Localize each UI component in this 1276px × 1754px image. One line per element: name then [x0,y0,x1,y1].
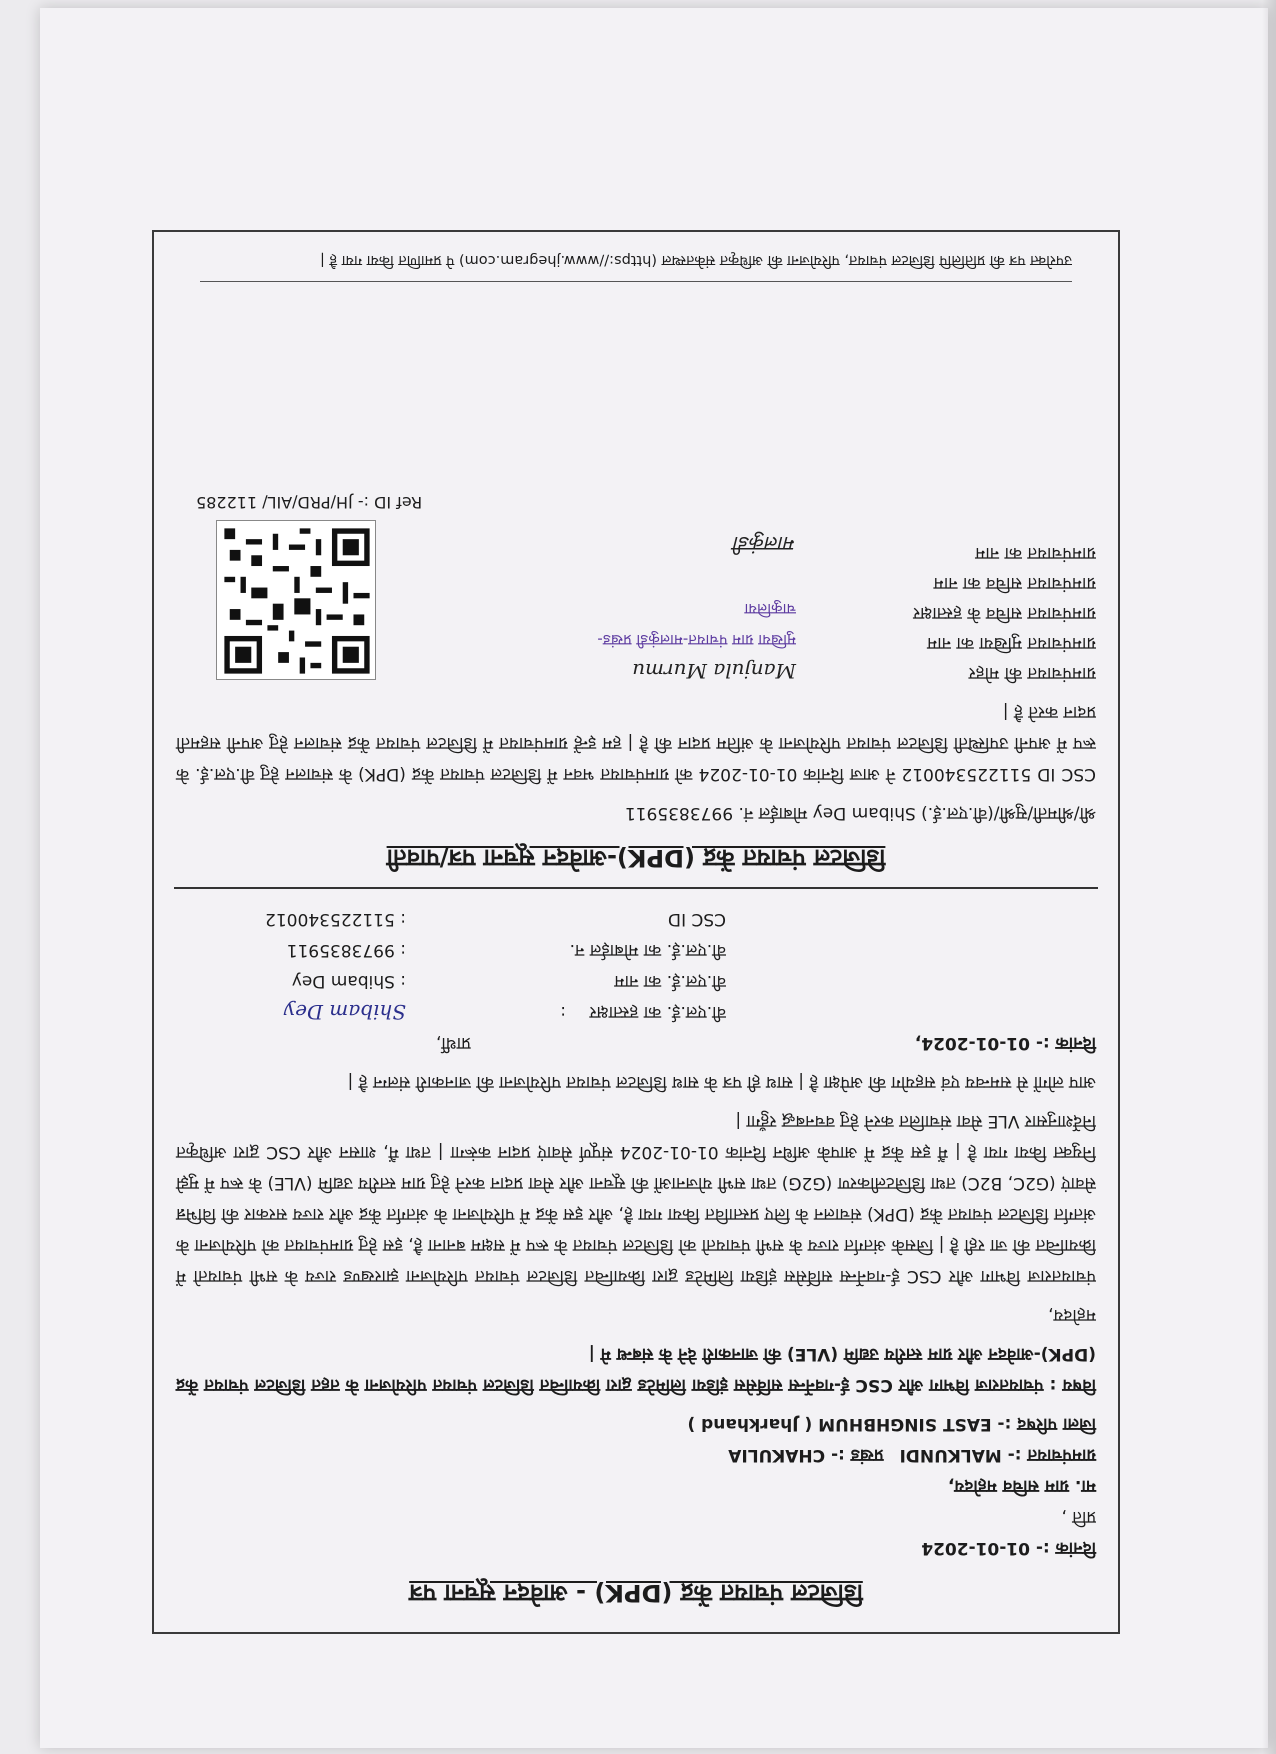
ref-id: Ref ID :- JH/PRD/AIL/ 112285 [196,493,423,512]
salutation: महोदय, [1048,1305,1096,1325]
sign-date: दिनांक :- 01-01-2024, [914,1033,1096,1053]
date-line: दिनांक :- 01-01-2024 [921,1538,1096,1558]
section-divider [174,887,1098,889]
label-secretary-name: ग्रामपंचायत सचिव का नाम [933,573,1096,593]
body-paragraph-2: आप लोगों से समन्वय एवं सहयोग की अपेक्षा है | साथ ही पत्र के साथ डिजिटल पंचायत परियोजना की जानकारी संलग्न है | [347,1072,1096,1092]
signature-area [176,488,1096,688]
vle-name-label: वी.एल.ई. का नाम [614,971,726,991]
secretary-handwriting: मालकुंडी [734,532,796,556]
date-sender-row [176,1027,1096,1058]
qr-code-graphic [219,523,375,679]
vle-signature: Shibam Dey [283,1000,406,1024]
document-title: डिजिटल पंचायत केंद्र (DPK) - आवेदन सूचना पत्र [409,1579,863,1607]
panchayat-block-row [176,1439,1096,1470]
vle-sign-label: वी.एल.ई. का हस्ताक्षर [589,1002,726,1022]
scan-shadow [1262,0,1276,1754]
csc-label: CSC ID [667,909,726,929]
label-secretary-sign: ग्रामपंचायत सचिव के हस्ताक्षर [913,603,1096,623]
vle-name-value: : Shibam Dey [291,971,406,991]
footer-note: उपरोक्त पत्र की प्रतिलिपि डिजिटल पंचायत, परियोजना की अधिकृत संकेतस्थल (https://www.jhegram.com) पे प्रमाणित किया गया है | [200,244,1072,282]
mukhiya-stamp: मुखिया ग्राम पंचायत-मालकुंडी प्रखंड-चाकुलिया [597,600,796,649]
block-field: प्रखंड :- CHAKULIA [728,1445,884,1465]
ack-line-2: CSC ID 511225340012 ने आज दिनांक 01-01-2024 को ग्रामपंचायत भवन में डिजिटल पंचायत केंद्र (DPK) के संचालन हेतु वी.एल.ई. के रूप में अपनी उपस्थिती डिजिटल पंचायत परियोजना के अंतिम प्रदान की है | हम इन्हें ग्रामपंचायत में डिजिटल पंचायत केंद्र संचालन हेतु अपनी सहमती प्रदान करते है | [176,702,1096,784]
csc-value: : 511225340012 [265,909,406,929]
vle-mobile-label: वी.एल.ई. का मोबाईल न. [569,940,726,960]
label-stamp: ग्रामपंचायत की मोहर [968,663,1096,683]
mukhiya-handwriting: Manjula Murmu [632,659,796,683]
sender: प्रार्थी, [436,1033,471,1053]
body-paragraph-1: पंचायतराज विभाग और CSC ई-गवर्नेन्स सर्विसेस इंडिया लिमिटेड द्वारा क्रियान्वित डिजिटल पंचायत परियोजना झारखण्ड राज्य के सभी पंचायतो में क्रियान्वित की जा रही है | जिसके अंतर्गत राज्य के सभी पंचायतो को डिजिटल पंचायत के रूप में सक्षम बनाना है, इस हेतु ग्रामपंचायत को परियोजना के अंतर्गत डिजिटल पंचायत केंद्र (DPK) संचालन के लिए प्रस्तावित किया गया है, और इस केंद्र में परियोजना के अंतर्गत केंद्र और राज्य सरकार की विभिन्न सेवाएं (G2C, B2C) तथा डिजिटलीकरण (G2G) तथा सभी योजनाओं की सूचना और सेवा प्रदान करने हेतु ग्राम स्तरीय उद्यमि (VLE) के रूप में मुझे नियुक्त किया गया है | मैं इस केंद्र में आपके अधिन दिनांक 01-01-2024 संपूर्ण सेवाएं प्रदान करूंगा | तथा मैं, शासन और CSC द्वारा अधिकृत निर्देशानुसार VLE सेवा संचालित करने हेतु वचनबद्ध रहुँगा | [176,1111,1096,1286]
vle-mobile-value: : 9973835911 [286,940,406,960]
ack-line-1: श्री/श्रीमती/सुश्री/(वी.एल.ई.) Shibam Dey मोबाईल नं. 9973835911 [624,803,1096,823]
subject: विषय : पंचायतराज विभाग और CSC ई-गवर्नेन्स सर्विसेस इंडिया लिमिटेड द्वारा क्रियान्वित डिजिटल पंचायत परियोजना के तहत डिजिटल पंचायत केंद्र (DPK)-आवेदन और ग्राम स्तरीय उद्यमि (VLE) की जानकारी देने के संबन्ध मे | [176,1344,1096,1395]
document-rotated [152,230,1120,1634]
qr-code [216,520,376,680]
mukhiya-handwriting-wrap [596,528,796,686]
district-field: जिला परिषद :- EAST SINGHBHUM ( Jharkhand ) [687,1414,1096,1434]
document-body [176,250,1096,1614]
vle-details: वी.एल.ई. का हस्ताक्षर : Shibam Dey वी.एल.ई. का नाम : Shibam Dey वी.एल.ई. का मोबाईल न. : 9973835911 CSC ID : 511225340012 [176,903,726,1027]
addressee: मा. ग्राम सचिव महोदय, [947,1476,1096,1496]
label-panchayat-name: ग्रामपंचायत का नाम [975,543,1096,563]
to-line: प्रति , [1061,1507,1096,1527]
panchayat-field: ग्रामपंचायत :- MALKUNDI [899,1445,1096,1465]
panchayat-labels [913,538,1096,688]
acknowledgement-title: डिजिटल पंचायत केंद्र (DPK)-आवेदन सूचना पत्र/पावती [386,844,886,872]
label-mukhiya-name: ग्रामपंचायत मुखिया का नाम [927,633,1096,653]
